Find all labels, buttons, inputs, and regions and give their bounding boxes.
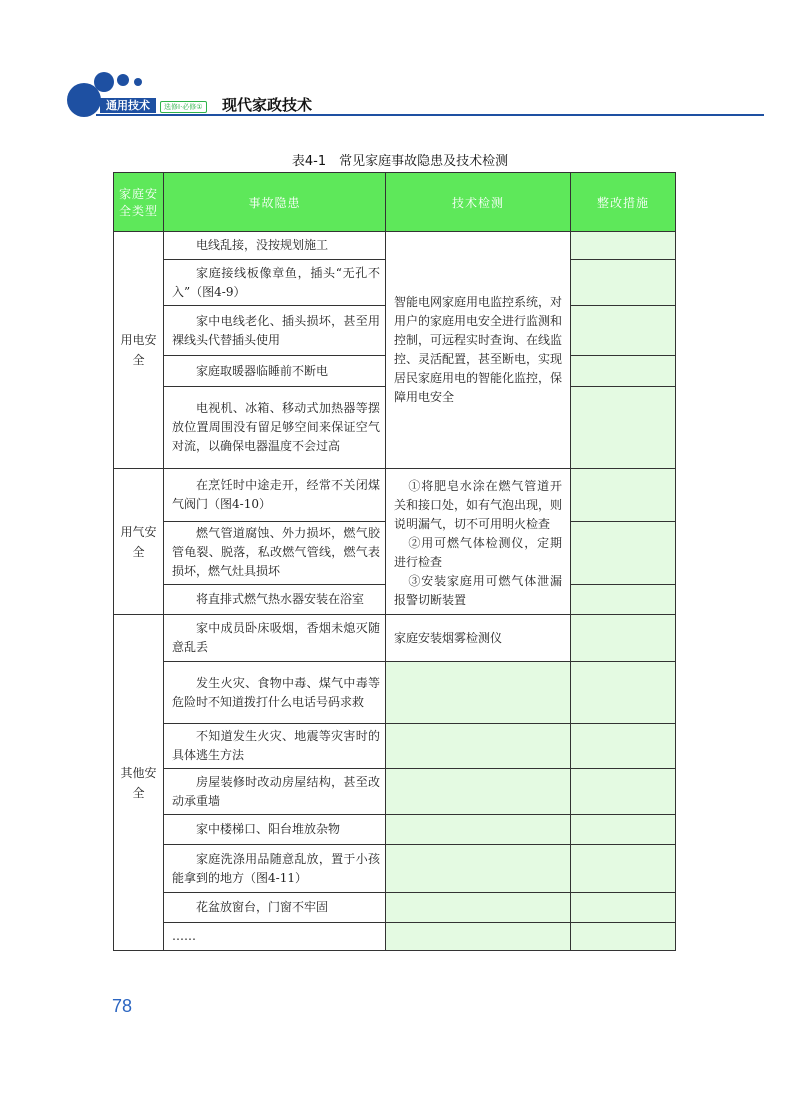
fix-cell[interactable]	[571, 662, 676, 724]
fix-cell[interactable]	[571, 893, 676, 923]
table-row	[114, 769, 676, 815]
tech-gas-item: ①将肥皂水涂在燃气管道开关和接口处，如有气泡出现，则说明漏气，切不可用明火检查	[394, 479, 563, 531]
fix-cell[interactable]	[571, 521, 676, 584]
fix-cell[interactable]	[571, 584, 676, 614]
fix-cell[interactable]	[571, 815, 676, 845]
hazard-cell: ……	[164, 923, 386, 951]
table-row	[114, 815, 676, 845]
hazard-cell: 在烹饪时中途走开，经常不关闭煤气阀门（图4-10）	[164, 469, 386, 522]
col-header-fix: 整改措施	[571, 173, 676, 232]
table-row	[114, 724, 676, 769]
hazard-cell: 花盆放窗台，门窗不牢固	[164, 893, 386, 923]
hazard-cell: 燃气管道腐蚀、外力损坏，燃气胶管龟裂、脱落，私改燃气管线，燃气表损坏，燃气灶具损坏	[164, 521, 386, 584]
tech-blank-cell[interactable]	[386, 724, 571, 769]
fix-cell[interactable]	[571, 260, 676, 306]
tech-other: 家庭安装烟雾检测仪	[386, 615, 571, 662]
page-number: 78	[112, 996, 133, 1016]
tech-blank-cell[interactable]	[386, 893, 571, 923]
table-caption: 表4-1 常见家庭事故隐患及技术检测	[291, 154, 509, 169]
table-row	[114, 845, 676, 893]
tech-blank-cell[interactable]	[386, 923, 571, 951]
table-header-row	[114, 173, 676, 232]
fix-cell[interactable]	[571, 469, 676, 522]
tech-blank-cell[interactable]	[386, 662, 571, 724]
hazard-cell: 家庭接线板像章鱼，插头“无孔不入”（图4-9）	[164, 260, 386, 306]
fix-cell[interactable]	[571, 306, 676, 356]
tech-blank-cell[interactable]	[386, 815, 571, 845]
hazard-table	[113, 172, 676, 951]
tech-gas-item: ③安装家庭用可燃气体泄漏报警切断装置	[394, 574, 562, 607]
category-other: 其他安全	[114, 615, 164, 951]
col-header-hazard: 事故隐患	[164, 173, 386, 232]
fix-cell[interactable]	[571, 769, 676, 815]
col-header-category: 家庭安全类型	[114, 173, 164, 232]
fix-cell[interactable]	[571, 724, 676, 769]
header-rule	[96, 114, 764, 116]
fix-cell[interactable]	[571, 845, 676, 893]
table-row	[114, 923, 676, 951]
series-badge: 选修Ⅰ·必修①	[160, 101, 207, 113]
book-title: 现代家政技术	[222, 96, 313, 114]
hazard-cell: 发生火灾、食物中毒、煤气中毒等危险时不知道拨打什么电话号码求救	[164, 662, 386, 724]
tech-blank-cell[interactable]	[386, 845, 571, 893]
tech-gas-item: ②用可燃气体检测仪，定期进行检查	[394, 536, 562, 569]
fix-cell[interactable]	[571, 232, 676, 260]
hazard-cell: 家中楼梯口、阳台堆放杂物	[164, 815, 386, 845]
hazard-cell: 电视机、冰箱、移动式加热器等摆放位置周围没有留足够空间来保证空气对流，以确保电器温度不会过高	[164, 387, 386, 469]
hazard-cell: 将直排式燃气热水器安装在浴室	[164, 584, 386, 614]
category-electric: 用电安全	[114, 232, 164, 469]
col-header-tech: 技术检测	[386, 173, 571, 232]
hazard-cell: 家中电线老化、插头损坏，甚至用裸线头代替插头使用	[164, 306, 386, 356]
table-row	[114, 469, 676, 522]
hazard-cell: 家庭洗涤用品随意乱放，置于小孩能拿到的地方（图4-11）	[164, 845, 386, 893]
hazard-cell: 家庭取暖器临睡前不断电	[164, 356, 386, 387]
fix-cell[interactable]	[571, 615, 676, 662]
fix-cell[interactable]	[571, 387, 676, 469]
hazard-cell: 电线乱接，没按规划施工	[164, 232, 386, 260]
tech-blank-cell[interactable]	[386, 769, 571, 815]
table-row	[114, 232, 676, 260]
table-row	[114, 662, 676, 724]
category-gas: 用气安全	[114, 469, 164, 615]
table-row	[114, 893, 676, 923]
series-label: 通用技术	[100, 98, 156, 113]
table-row	[114, 615, 676, 662]
fix-cell[interactable]	[571, 356, 676, 387]
tech-gas	[386, 469, 571, 615]
hazard-cell: 家中成员卧床吸烟，香烟未熄灭随意乱丢	[164, 615, 386, 662]
hazard-cell: 房屋装修时改动房屋结构，甚至改动承重墙	[164, 769, 386, 815]
tech-electric: 智能电网家庭用电监控系统，对用户的家庭用电安全进行监测和控制，可远程实时查询、在线监控、灵活配置，甚至断电，实现居民家庭用电的智能化监控，保障用电安全	[386, 232, 571, 469]
hazard-cell: 不知道发生火灾、地震等灾害时的具体逃生方法	[164, 724, 386, 769]
fix-cell[interactable]	[571, 923, 676, 951]
